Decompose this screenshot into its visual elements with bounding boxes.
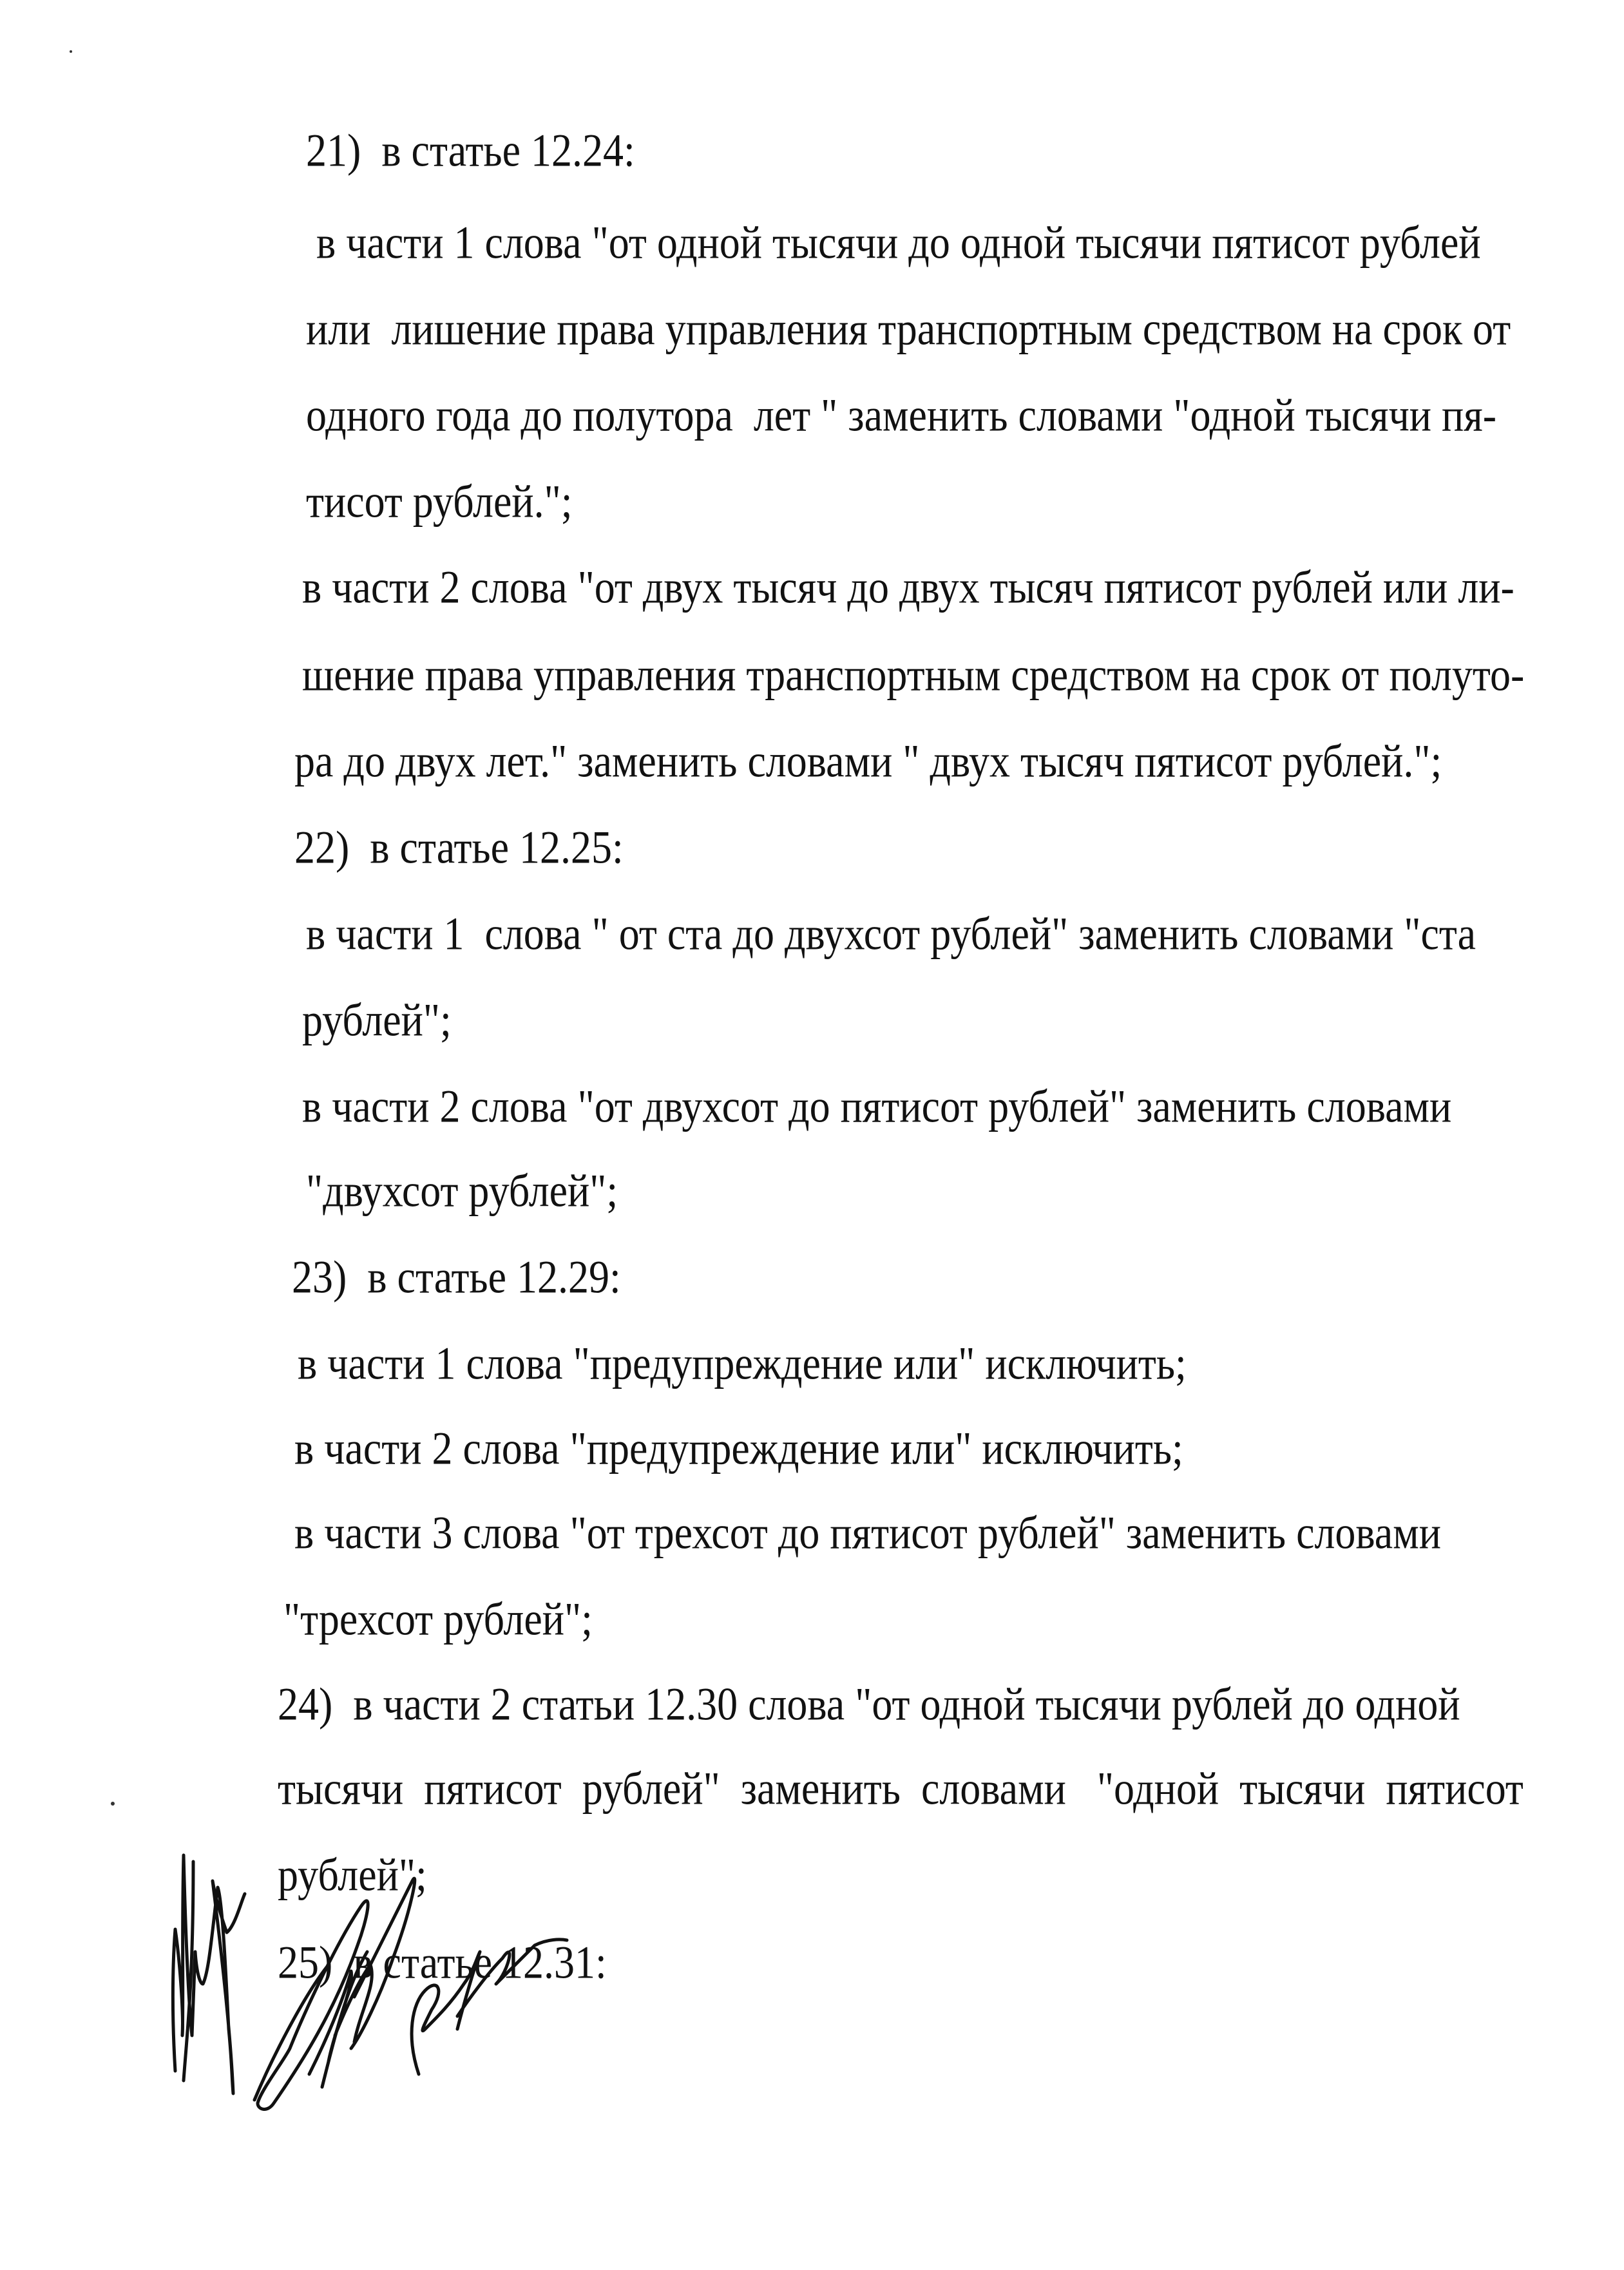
text-line: в части 2 слова "от двухсот до пятисот рублей" заменить словами (302, 1080, 1452, 1132)
text-line: в части 1 слова " от ста до двухсот рублей" заменить словами "ста (306, 908, 1476, 960)
text-line: тысячи пятисот рублей" заменить словами "одной тысячи пятисот (278, 1762, 1524, 1815)
text-line: ра до двух лет." заменить словами " двух тысяч пятисот рублей."; (294, 735, 1442, 787)
text-line: 24) в части 2 статьи 12.30 слова "от одной тысячи рублей до одной (278, 1678, 1460, 1730)
text-line: в части 3 слова "от трехсот до пятисот рублей" заменить словами (294, 1507, 1441, 1559)
left-initials-signature (173, 1855, 245, 2094)
text-line: 21) в статье 12.24: (306, 124, 635, 176)
text-line: в части 2 слова "от двух тысяч до двух тысяч пятисот рублей или ли- (302, 561, 1514, 613)
text-line: 23) в статье 12.29: (292, 1251, 621, 1303)
text-line: в части 1 слова "от одной тысячи до одной тысячи пятисот рублей (316, 216, 1481, 269)
text-line: "двухсот рублей"; (306, 1165, 618, 1217)
text-line: в части 2 слова "предупреждение или" исключить; (294, 1422, 1183, 1474)
text-line: шение права управления транспортным средством на срок от полуто- (302, 649, 1525, 701)
text-line: "трехсот рублей"; (283, 1593, 593, 1645)
text-line: в части 1 слова "предупреждение или" исключить; (298, 1337, 1187, 1389)
text-line: рублей"; (302, 994, 452, 1046)
text-line: 25) в статье 12.31: (278, 1936, 607, 1989)
text-line: 22) в статье 12.25: (294, 821, 624, 873)
text-line: одного года до полутора лет " заменить словами "одной тысячи пя- (306, 389, 1496, 441)
text-line: рублей"; (278, 1849, 427, 1901)
text-line: или лишение права управления транспортным средством на срок от (306, 303, 1511, 355)
text-line: тисот рублей."; (306, 475, 573, 528)
right-handwritten-signature (254, 1878, 567, 2109)
